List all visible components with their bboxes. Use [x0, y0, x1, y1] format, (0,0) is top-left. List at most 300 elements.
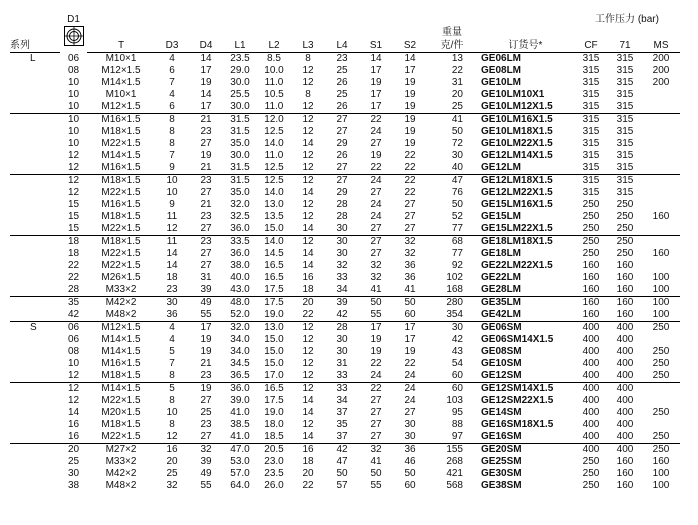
l3-cell: 14	[302, 407, 314, 418]
thread-cell: M48×2	[105, 480, 137, 491]
thread-cell: M14×1.5	[101, 346, 141, 357]
series-cell	[10, 456, 60, 468]
thread-cell: M12×1.5	[87, 322, 155, 335]
part-number-cell: GE06LM	[481, 53, 522, 64]
s2-cell: 24	[404, 370, 416, 381]
d3-cell: 8	[169, 395, 175, 406]
d4-cell: 55	[200, 480, 212, 491]
l2-cell: 15.0	[264, 358, 284, 369]
pressure-ms-cell: 250	[652, 431, 670, 442]
l4-cell: 25	[336, 89, 348, 100]
pressure-ms-cell: 100	[652, 480, 670, 491]
l3-cell: 12	[291, 175, 325, 188]
d4-cell: 27	[200, 223, 212, 234]
d1-cell: 22	[67, 260, 80, 271]
l1-cell: 29.0	[230, 65, 250, 76]
thread-cell: M10×1	[105, 89, 137, 100]
series-cell	[10, 407, 60, 419]
table-row	[10, 444, 680, 457]
pressure-71-cell: 160	[616, 468, 634, 479]
s1-cell: 24	[370, 126, 382, 137]
l1-cell: 25.5	[230, 89, 250, 100]
pressure-ms-cell: 250	[652, 346, 670, 357]
series-cell	[10, 223, 60, 236]
s1-cell: 27	[370, 431, 382, 442]
thread-cell: M18×1.5	[87, 175, 155, 188]
pressure-71-cell: 315	[616, 53, 634, 64]
series-cell	[10, 346, 60, 358]
l4-cell: 42	[325, 444, 359, 457]
pressure-cf-cell: 160	[582, 284, 600, 295]
d1-cell: 06	[60, 322, 87, 335]
header-series: 系列	[10, 39, 60, 53]
s1-cell: 24	[370, 370, 382, 381]
l4-cell: 27	[325, 175, 359, 188]
l3-cell: 12	[302, 346, 314, 357]
s1-cell: 27	[370, 419, 382, 430]
s2-cell: 41	[404, 284, 416, 295]
pressure-71-cell: 315	[608, 114, 642, 127]
header-l3: L3	[291, 39, 325, 53]
s2-cell: 22	[404, 150, 416, 161]
d3-cell: 18	[166, 272, 178, 283]
pressure-71-cell: 315	[616, 89, 634, 100]
thread-cell: M14×1.5	[101, 150, 141, 161]
s1-cell: 41	[370, 284, 382, 295]
s1-cell: 19	[370, 77, 382, 88]
header-71: 71	[608, 39, 642, 53]
thread-cell: M22×1.5	[101, 223, 141, 234]
s2-cell: 19	[404, 138, 416, 149]
d1-cell: 14	[67, 407, 80, 418]
pressure-71-cell: 315	[616, 126, 634, 137]
s1-cell: 19	[370, 334, 382, 345]
s2-cell: 36	[404, 272, 416, 283]
l2-cell: 18.5	[264, 431, 284, 442]
l2-cell: 23.0	[264, 456, 284, 467]
d4-cell: 19	[200, 150, 212, 161]
d4-cell: 23	[200, 126, 212, 137]
pressure-ms-cell	[642, 126, 680, 138]
l1-cell: 39.0	[230, 395, 250, 406]
pressure-71-cell: 400	[616, 370, 634, 381]
d3-cell: 12	[166, 431, 178, 442]
pressure-ms-cell: 200	[652, 65, 670, 76]
d1-cell: 18	[60, 236, 87, 249]
d1-cell: 10	[67, 138, 80, 149]
s1-cell: 50	[359, 297, 393, 310]
weight-cell: 47	[427, 175, 477, 188]
table-row	[10, 199, 680, 211]
part-number-cell: GE10SM	[481, 358, 522, 369]
l1-cell: 30.0	[230, 150, 250, 161]
d4-cell: 23	[200, 211, 212, 222]
pressure-cf-cell: 250	[582, 468, 600, 479]
d3-cell: 10	[166, 187, 178, 198]
header-cf: CF	[574, 39, 608, 53]
series-cell	[10, 211, 60, 223]
pressure-71-cell: 250	[608, 236, 642, 249]
pressure-cf-cell: 315	[582, 187, 600, 198]
pressure-ms-cell	[642, 162, 680, 175]
l4-cell: 26	[336, 77, 348, 88]
d3-cell: 30	[155, 297, 189, 310]
l3-cell: 12	[291, 236, 325, 249]
s1-cell: 55	[370, 309, 382, 320]
table-row	[10, 358, 680, 370]
table-row	[10, 480, 680, 492]
pressure-cf-cell: 160	[574, 297, 608, 310]
thread-cell: M18×1.5	[101, 370, 141, 381]
s1-cell: 27	[370, 395, 382, 406]
l1-cell: 47.0	[223, 444, 257, 457]
l4-cell: 33	[336, 370, 348, 381]
series-cell	[10, 431, 60, 444]
table-row	[10, 114, 680, 127]
l2-cell: 14.0	[264, 138, 284, 149]
l2-cell: 16.5	[264, 272, 284, 283]
pressure-ms-cell: 100	[652, 309, 670, 320]
s2-cell: 36	[393, 444, 427, 457]
s1-cell: 22	[370, 358, 382, 369]
pressure-ms-cell	[642, 383, 680, 396]
pressure-cf-cell: 400	[582, 334, 600, 345]
s1-cell: 32	[370, 260, 382, 271]
series-cell	[10, 383, 60, 396]
l4-cell: 30	[336, 223, 348, 234]
pressure-cf-cell: 250	[574, 236, 608, 249]
l1-cell: 57.0	[230, 468, 250, 479]
thread-cell: M14×1.5	[87, 383, 155, 396]
l2-cell: 11.0	[264, 77, 284, 88]
pressure-ms-cell: 250	[652, 370, 670, 381]
l1-cell: 32.5	[230, 211, 250, 222]
pressure-cf-cell: 315	[574, 175, 608, 188]
series-cell	[10, 138, 60, 150]
l4-cell: 37	[336, 407, 348, 418]
l1-cell: 36.0	[230, 223, 250, 234]
d3-cell: 10	[166, 407, 178, 418]
d3-cell: 8	[155, 114, 189, 127]
part-number-cell: GE22LM22X1.5	[481, 260, 553, 271]
part-number-cell: GE10LM16X1.5	[477, 114, 574, 127]
s1-cell: 22	[370, 162, 382, 173]
l4-cell: 34	[336, 395, 348, 406]
table-row	[10, 468, 680, 480]
l3-cell: 14	[302, 223, 314, 234]
d3-cell: 8	[169, 370, 175, 381]
l3-cell: 14	[302, 395, 314, 406]
pressure-71-cell: 315	[616, 101, 634, 112]
thread-cell: M22×1.5	[101, 431, 141, 442]
d4-cell: 23	[200, 370, 212, 381]
l3-cell: 12	[291, 114, 325, 127]
d3-cell: 23	[166, 284, 178, 295]
thread-cell: M48×2	[105, 309, 137, 320]
l2-cell: 12.0	[257, 114, 291, 127]
l4-cell: 28	[325, 322, 359, 335]
s2-cell: 14	[404, 53, 416, 64]
series-cell	[10, 162, 60, 175]
weight-cell: 13	[451, 53, 463, 64]
d4-cell: 27	[200, 248, 212, 259]
s1-cell: 27	[370, 187, 382, 198]
table-row	[10, 383, 680, 396]
d3-cell: 4	[169, 53, 175, 64]
part-number-cell: GE15LM	[481, 211, 522, 222]
s2-cell: 32	[393, 236, 427, 249]
pressure-ms-cell	[642, 260, 680, 272]
thread-cell: M14×1.5	[101, 77, 141, 88]
weight-cell: 354	[446, 309, 463, 320]
s1-cell: 27	[359, 236, 393, 249]
table-row	[10, 395, 680, 407]
series-cell	[10, 248, 60, 260]
pressure-71-cell: 315	[616, 77, 634, 88]
l2-cell: 19.0	[264, 309, 284, 320]
l2-cell: 17.0	[264, 370, 284, 381]
l4-cell: 29	[336, 187, 348, 198]
d1-cell: 15	[67, 199, 80, 210]
d1-cell: 16	[67, 419, 80, 430]
d1-cell: 30	[67, 468, 80, 479]
s2-cell: 46	[404, 456, 416, 467]
pressure-ms-cell	[642, 150, 680, 162]
s2-cell: 36	[404, 260, 416, 271]
d1-cell: 08	[67, 65, 80, 76]
weight-cell: 60	[427, 383, 477, 396]
header-pressure-title: 工作压力 (bar)	[595, 14, 659, 25]
s2-cell: 60	[404, 309, 416, 320]
pressure-71-cell: 400	[616, 419, 634, 430]
d4-cell: 27	[200, 138, 212, 149]
d4-cell: 27	[200, 395, 212, 406]
d3-cell: 5	[169, 346, 175, 357]
thread-cell: M33×2	[105, 456, 137, 467]
s2-cell: 24	[404, 395, 416, 406]
part-number-cell: GE12SM	[481, 370, 522, 381]
l3-cell: 22	[302, 480, 314, 491]
pressure-ms-cell: 100	[652, 272, 670, 283]
table-row	[10, 162, 680, 175]
l4-cell: 35	[336, 419, 348, 430]
l1-cell: 36.0	[230, 248, 250, 259]
d4-cell: 39	[200, 456, 212, 467]
thread-cell: M22×1.5	[101, 248, 141, 259]
l3-cell: 14	[302, 187, 314, 198]
l2-cell: 17.5	[264, 395, 284, 406]
l4-cell: 39	[325, 297, 359, 310]
d4-cell: 23	[189, 236, 223, 249]
d4-cell: 25	[200, 407, 212, 418]
pressure-71-cell: 315	[616, 65, 634, 76]
l3-cell: 12	[302, 419, 314, 430]
d3-cell: 8	[169, 138, 175, 149]
l3-cell: 18	[302, 284, 314, 295]
pressure-cf-cell: 160	[582, 272, 600, 283]
l2-cell: 12.5	[264, 162, 284, 173]
thread-cell: M22×1.5	[101, 138, 141, 149]
l4-cell: 30	[336, 346, 348, 357]
s2-cell: 27	[404, 211, 416, 222]
pressure-cf-cell: 315	[574, 114, 608, 127]
d4-cell: 19	[200, 77, 212, 88]
series-cell	[10, 480, 60, 492]
l3-cell: 14	[302, 260, 314, 271]
weight-cell: 168	[446, 284, 463, 295]
l3-cell: 8	[305, 53, 311, 64]
s2-cell: 30	[404, 431, 416, 442]
l2-cell: 15.0	[264, 346, 284, 357]
d1-cell: 12	[67, 187, 80, 198]
d4-cell: 27	[200, 260, 212, 271]
pressure-ms-cell: 250	[642, 322, 680, 335]
pressure-ms-cell	[642, 223, 680, 236]
s2-cell: 19	[404, 346, 416, 357]
d4-cell: 17	[200, 65, 212, 76]
l4-cell: 27	[336, 162, 348, 173]
table-row	[10, 223, 680, 236]
l1-cell: 41.0	[230, 407, 250, 418]
pressure-71-cell: 160	[616, 260, 634, 271]
l4-cell: 27	[336, 126, 348, 137]
part-number-cell: GE08LM	[481, 65, 522, 76]
s2-cell: 17	[404, 334, 416, 345]
d1-cell: 42	[67, 309, 80, 320]
s1-cell: 41	[370, 456, 382, 467]
s2-cell: 19	[404, 77, 416, 88]
d1-cell: 38	[67, 480, 80, 491]
pressure-cf-cell: 250	[582, 480, 600, 491]
table-row	[10, 211, 680, 223]
l1-cell: 53.0	[230, 456, 250, 467]
l4-cell: 29	[336, 138, 348, 149]
l3-cell: 12	[302, 162, 314, 173]
l1-cell: 34.0	[230, 334, 250, 345]
s1-cell: 24	[359, 175, 393, 188]
l4-cell: 50	[336, 468, 348, 479]
d1-cell: 08	[67, 346, 80, 357]
table-header	[10, 12, 680, 53]
l1-cell: 64.0	[230, 480, 250, 491]
l2-cell: 12.5	[264, 126, 284, 137]
d4-cell: 17	[189, 322, 223, 335]
l2-cell: 14.5	[264, 248, 284, 259]
weight-cell: 43	[451, 346, 463, 357]
d3-cell: 36	[166, 309, 178, 320]
part-number-cell: GE22LM	[481, 272, 522, 283]
d4-cell: 19	[200, 346, 212, 357]
s1-cell: 50	[370, 468, 382, 479]
l4-cell: 30	[336, 334, 348, 345]
thread-cell: M27×2	[87, 444, 155, 457]
series-cell	[10, 419, 60, 431]
thread-cell: M33×2	[105, 284, 137, 295]
d1-cell: 15	[67, 223, 80, 234]
pressure-71-cell: 400	[608, 322, 642, 335]
d3-cell: 14	[166, 260, 178, 271]
d1-cell: 12	[60, 175, 87, 188]
s1-cell: 27	[370, 138, 382, 149]
s2-cell: 19	[404, 101, 416, 112]
l3-cell: 12	[302, 126, 314, 137]
series-cell	[10, 334, 60, 346]
s2-cell: 50	[393, 297, 427, 310]
d3-cell: 4	[169, 89, 175, 100]
l4-cell: 42	[336, 309, 348, 320]
s1-cell: 55	[370, 480, 382, 491]
l2-cell: 18.0	[264, 419, 284, 430]
weight-cell: 30	[427, 322, 477, 335]
pressure-ms-cell	[642, 395, 680, 407]
d3-cell: 12	[166, 223, 178, 234]
header-ms: MS	[642, 39, 680, 53]
d4-cell: 27	[200, 431, 212, 442]
thread-cell: M22×1.5	[101, 260, 141, 271]
table-row	[10, 236, 680, 249]
d4-cell: 21	[189, 114, 223, 127]
pressure-cf-cell: 250	[582, 248, 600, 259]
table-row	[10, 284, 680, 297]
pressure-cf-cell: 400	[582, 407, 600, 418]
table-row	[10, 138, 680, 150]
pressure-71-cell: 400	[616, 395, 634, 406]
l4-cell: 28	[336, 199, 348, 210]
l4-cell: 37	[336, 431, 348, 442]
thread-cell: M16×1.5	[101, 199, 141, 210]
d1-cell: 12	[60, 383, 87, 396]
pressure-cf-cell: 315	[582, 89, 600, 100]
pressure-71-cell: 250	[616, 199, 634, 210]
spec-table	[10, 12, 680, 492]
pressure-71-cell: 160	[616, 284, 634, 295]
series-cell	[10, 395, 60, 407]
l2-cell: 14.0	[264, 187, 284, 198]
l2-cell: 13.5	[264, 211, 284, 222]
d3-cell: 5	[155, 383, 189, 396]
pressure-cf-cell: 400	[582, 395, 600, 406]
l2-cell: 15.0	[264, 223, 284, 234]
part-number-cell: GE28LM	[481, 284, 522, 295]
l2-cell: 16.5	[264, 260, 284, 271]
d1-cell: 28	[67, 284, 80, 295]
pressure-cf-cell: 160	[582, 260, 600, 271]
series-cell	[10, 114, 60, 127]
weight-cell: 60	[451, 370, 463, 381]
l2-cell: 15.0	[264, 334, 284, 345]
part-number-cell: GE30SM	[481, 468, 522, 479]
pressure-71-cell: 250	[616, 223, 634, 234]
l2-cell: 13.0	[257, 322, 291, 335]
weight-cell: 52	[451, 211, 463, 222]
d3-cell: 10	[155, 175, 189, 188]
pressure-cf-cell: 250	[582, 211, 600, 222]
d4-cell: 19	[200, 334, 212, 345]
d3-cell: 6	[169, 65, 175, 76]
l4-cell: 30	[336, 248, 348, 259]
series-cell	[10, 175, 60, 188]
thread-cell: M16×1.5	[101, 358, 141, 369]
header-l1: L1	[223, 39, 257, 53]
weight-cell: 92	[451, 260, 463, 271]
pressure-cf-cell: 400	[574, 383, 608, 396]
l3-cell: 22	[302, 309, 314, 320]
pressure-71-cell: 400	[616, 358, 634, 369]
series-cell	[10, 284, 60, 297]
s1-cell: 27	[370, 248, 382, 259]
l4-cell: 27	[325, 114, 359, 127]
part-number-cell: GE10LM12X1.5	[481, 101, 553, 112]
